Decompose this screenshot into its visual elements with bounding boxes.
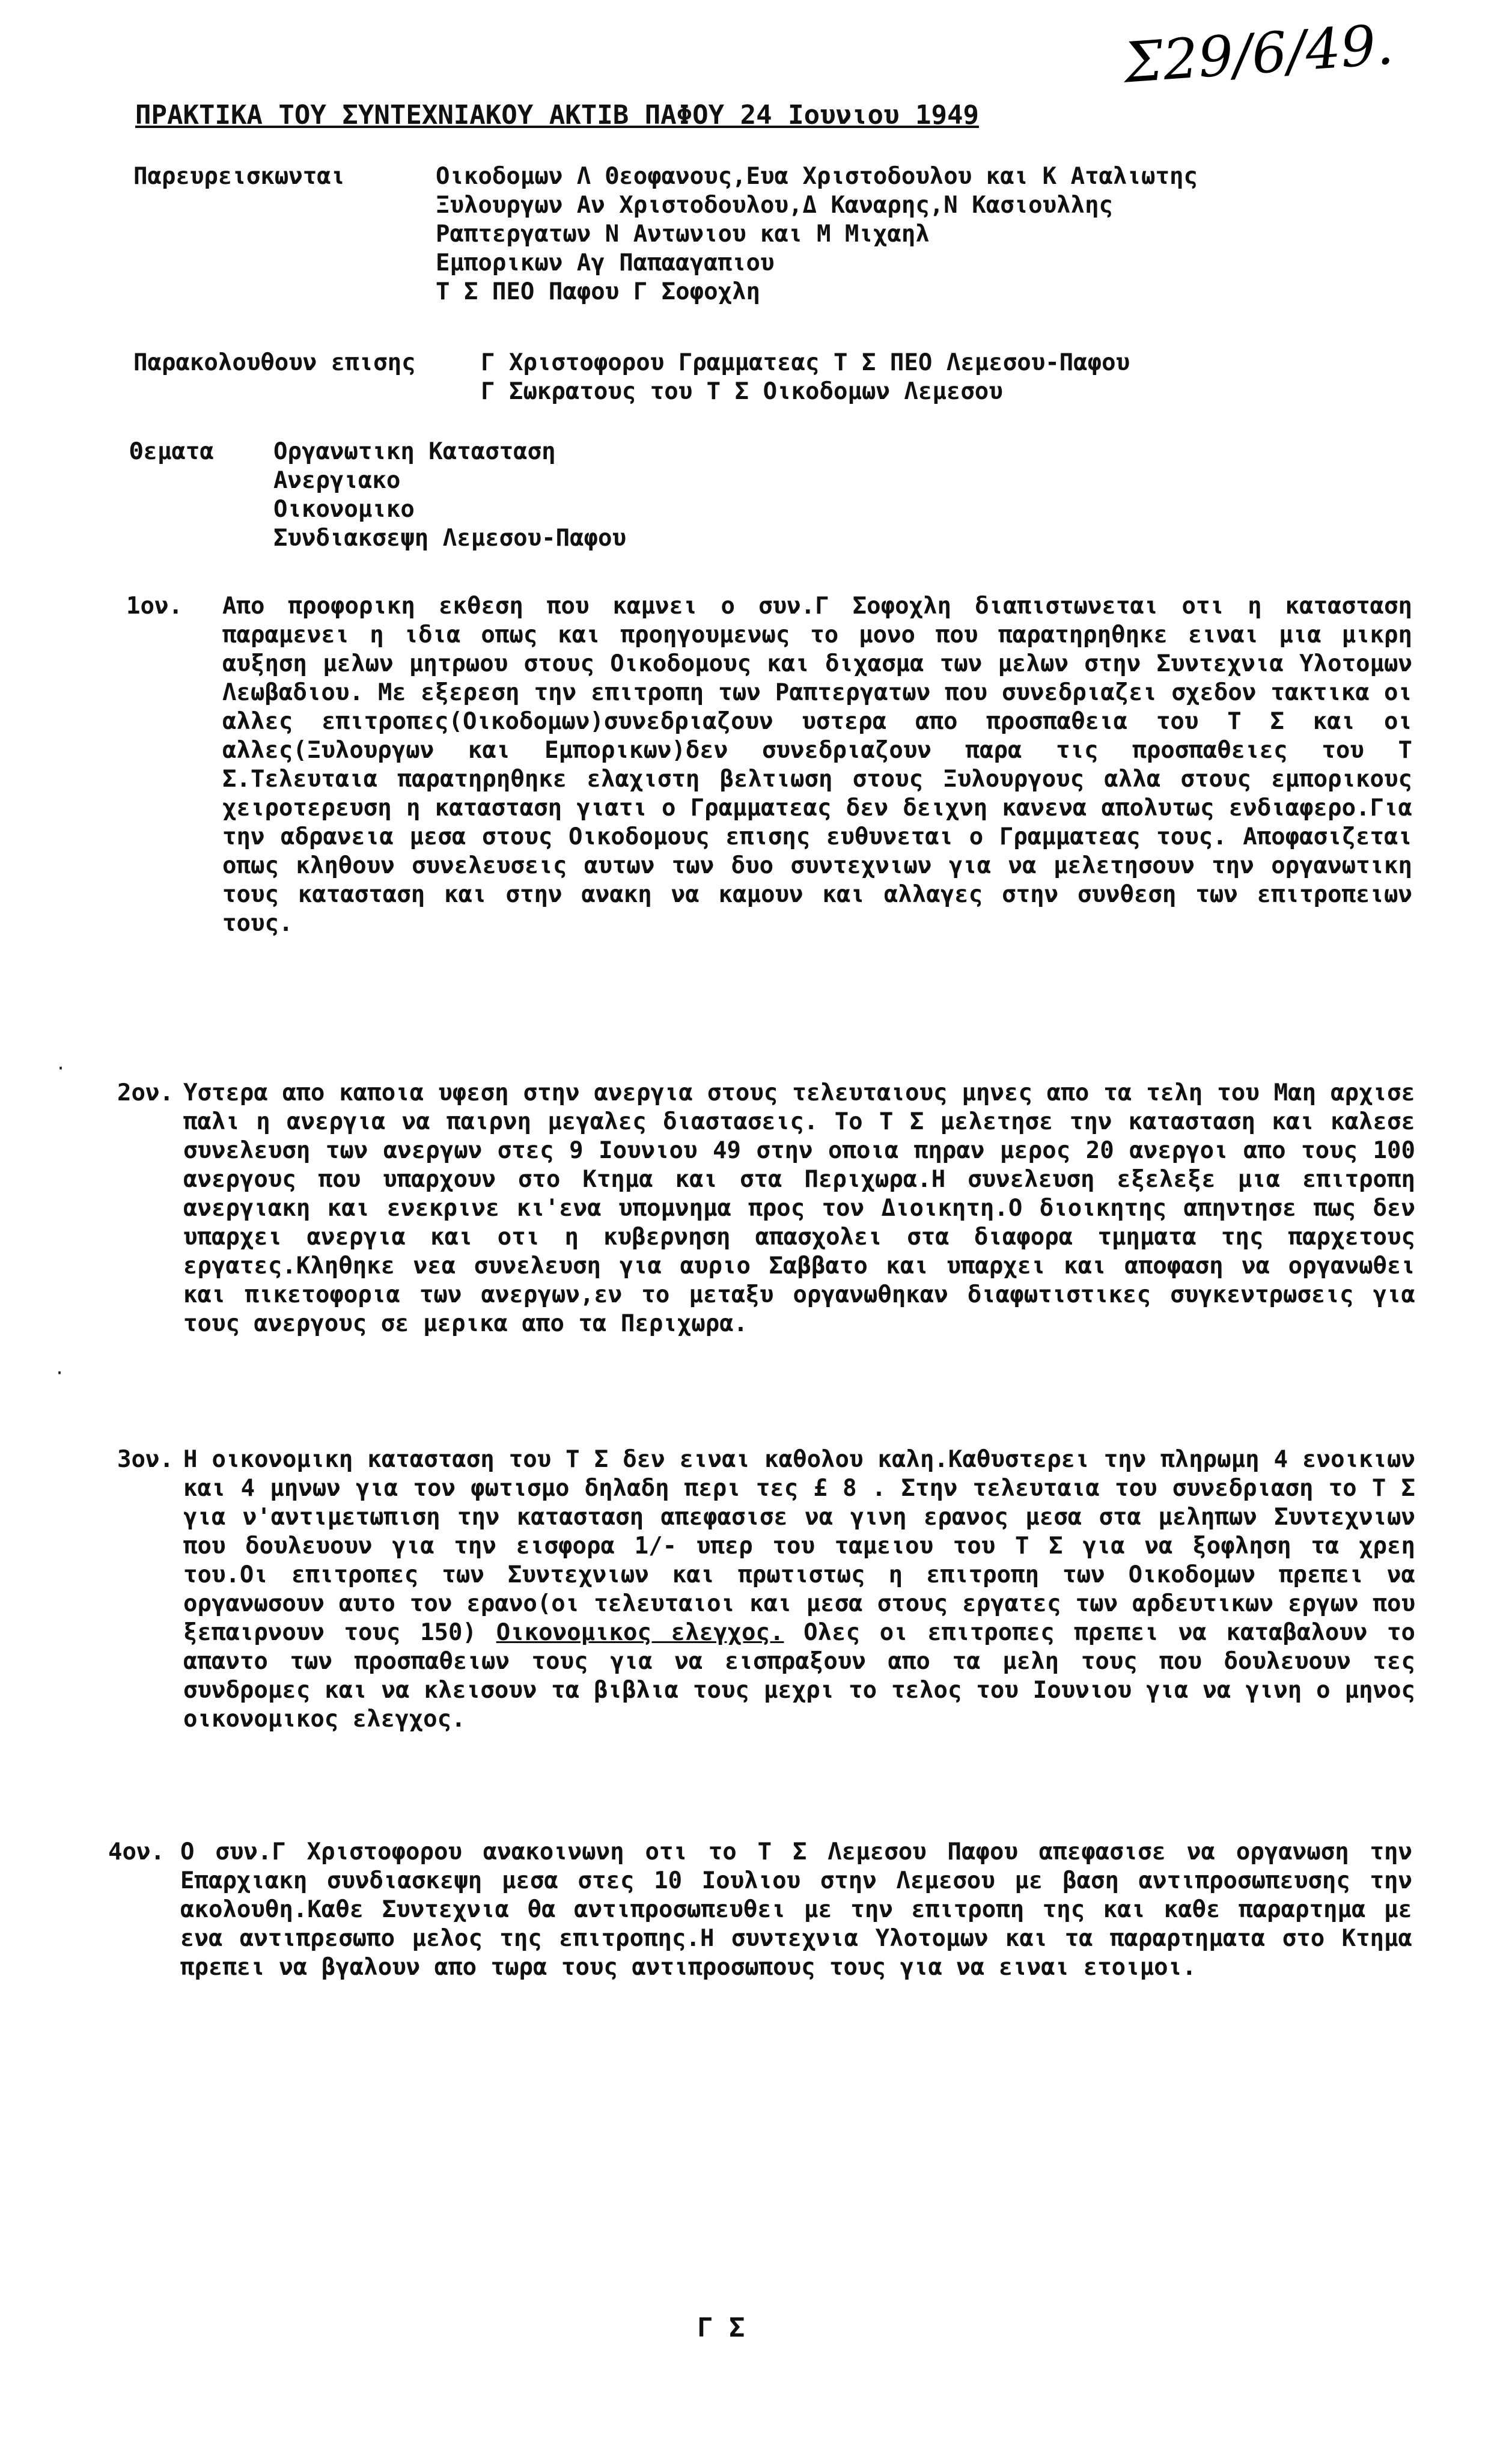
topics-label: Θεματα	[129, 438, 214, 465]
attending-label: Παρακολουθουν επισης	[133, 349, 416, 376]
item-4-text: Ο συν.Γ Χριστοφορου ανακοινωνη οτι το Τ Σ Λεμεσου Παφου απεφασισε να οργανωση την Επαρχιακη συνδιασκεψη μεσα στες 10 Ιουλιου στην Λεμεσου με βαση αντιπροσωπευσης την ακολουθη.Καθε Συντεχνια θα αντιπροσωπευθει με την επιτροπη της και καθε παραρτημα με ενα αντιπρεσωπο μελος της επιτροπης.Η συντεχνια Υλοτομων και τα παραρτηματα στο Κτημα πρεπει να βγαλουν απο τωρα τους αντιπροσωπους τους για να ειναι ετοιμοι.	[180, 1838, 1412, 1981]
attending-line: Γ Χριστοφορου Γραμματεας Τ Σ ΠΕΟ Λεμεσου-Παφου	[481, 349, 1130, 376]
item-3-text-continued: Ολες οι επιτροπες πρεπει να καταβαλουν το απαντο των προσπαθειων τους για να εισπραξουν απο τα μελη τους που δουλευουν τες συνδρομες και να κλεισουν τα βιβλια τους μεχρι το τελος του Ιουνιου για να γινη ο μηνος οικονομικος ελεγχος.	[183, 1619, 1415, 1733]
present-line: Εμπορικων Αγ Παπααγαπιου	[436, 249, 775, 276]
topics-list	[273, 438, 626, 553]
signature-initials: Γ Σ	[697, 2313, 745, 2343]
topic-line: Οικονομικο	[273, 496, 415, 523]
present-line: Ραπτεργατων Ν Αντωνιου και Μ Μιχαηλ	[436, 221, 930, 248]
present-list	[436, 162, 1198, 306]
margin-mark: ·	[55, 1058, 67, 1079]
handwritten-date: Σ29/6/49.	[1121, 12, 1396, 96]
item-1-number: 1ον.	[126, 593, 183, 620]
attending-line: Γ Σωκρατους του Τ Σ Οικοδομων Λεμεσου	[481, 378, 1003, 405]
present-line: Οικοδομων Λ Θεοφανους,Ευα Χριστοδουλου και Κ Αταλιωτης	[436, 163, 1198, 190]
item-2-text: Υστερα απο καποια υφεση στην ανεργια στους τελευταιους μηνες απο τα τελη του Μαη αρχισε παλι η ανεργια να παιρνη μεγαλες διαστασεις. Το Τ Σ μελετησε την κατασταση και καλεσε συνελευση των ανεργων στες 9 Ιουνιου 49 στην οποια πηραν μερος 20 ανεργοι απο τους 100 ανεργους που υπαρχουν στο Κτημα και στα Περιχωρα.Η συνελευση εξελεξε μια επιτροπη ανεργιακη και ενεκρινε κι'ενα υπομνημα προς τον Διοικητη.Ο διοικητης απηντησε πως δεν υπαρχει ανεργια και οτι η κυβερνηση απασχολει στα διαφορα τμηματα της παρχετους εργατες.Κληθηκε νεα συνελευση για αυριο Σαββατο και υπαρχει και αποφαση να οργανωθει και πικετοφορια των ανεργων,εν το μεταξυ οργανωθηκαν διαφωτιστικες συγκεντρωσεις για τους ανεργους σε μερικα απο τα Περιχωρα.	[183, 1079, 1415, 1337]
item-1-text: Απο προφορικη εκθεση που καμνει ο συν.Γ Σοφοχλη διαπιστωνεται οτι η κατασταση παραμενει η ιδια οπως και προηγουμενως το μονο που παρατηρηθηκε ειναι μια μικρη αυξηση μελων μητρωου στους Οικοδομους και διχασμα των μελων στην Συντεχνια Υλοτομων Λεωβαδιου. Με εξερεση την επιτροπη των Ραπτεργατων που συνεδριαζει σχεδον τακτικα οι αλλες επιτροπες(Οικοδομων)συνεδριαζουν υστερα απο προσπαθεια του Τ Σ και οι αλλες(Ξυλουργων και Εμπορικων)δεν συνεδριαζουν παρα τις προσπαθειες του Τ Σ.Τελευταια παρατηρηθηκε ελαχιστη βελτιωση στους Ξυλουργους αλλα στους εμπορικους χειροτερευση η κατασταση γιατι ο Γραμματεας δεν δειχνη κανενα απολυτως ενδιαφερο.Για την αδρανεια μεσα στους Οικοδομους επισης ευθυνεται ο Γραμματεας τους. Αποφασιζεται οπως κληθουν συνελευσεις αυτων των δυο συντεχνιων για να μελετησουν την οργανωτικη τους κατασταση και στην ανακη να καμουν και αλλαγες στην συνθεση των επιτροπειων τους.	[222, 593, 1412, 937]
topic-line: Συνδιακσεψη Λεμεσου-Παφου	[273, 525, 626, 552]
margin-mark: ·	[54, 1363, 66, 1384]
topic-line: Οργανωτικη Κατασταση	[273, 438, 556, 465]
present-line: Ξυλουργων Αν Χριστοδουλου,Δ Καναρης,Ν Κασιουλλης	[436, 192, 1114, 219]
topic-line: Ανεργιακο	[273, 467, 401, 494]
item-3-subheading: Οικονομικος ελεγχος.	[496, 1619, 784, 1646]
item-2-number: 2ον.	[117, 1079, 174, 1106]
item-3-text	[183, 1445, 1415, 1734]
item-3-number: 3ον.	[117, 1446, 174, 1473]
item-3-text-main: Η οικονομικη κατασταση του Τ Σ δεν ειναι καθολου καλη.Καθυστερει την πληρωμη 4 ενοικιων και 4 μηνων για τον φωτισμο δηλαδη περι τες £ 8 . Στην τελευταια του συνεδριαση το Τ Σ για ν'αντιμετωπιση την κατασταση απεφασισε να γινη ερανος μεσα στα μεληπων Συντεχνιων που δουλευουν για την εισφορα 1/- υπερ του ταμειου του Τ Σ για να ξοφληση τα χρεη του.Οι επιτροπες των Συντεχνιων και πρωτιστως η επιτροπη των Οικοδομων πρεπει να οργανωσουν αυτο τον ερανο(οι τελευταιοι και μεσα στους εργατες των αρδευτικων εργων που ξεπαιρνουν τους 150)	[183, 1446, 1415, 1646]
item-4-number: 4ον.	[108, 1838, 165, 1865]
document-title: ΠΡΑΚΤΙΚΑ ΤΟΥ ΣΥΝΤΕΧΝΙΑΚΟΥ ΑΚΤΙΒ ΠΑΦΟΥ 24 Ιουνιου 1949	[135, 100, 979, 130]
present-label: Παρευρεισκωνται	[133, 163, 346, 190]
attending-list	[481, 349, 1130, 406]
present-line: Τ Σ ΠΕΟ Παφου Γ Σοφοχλη	[436, 278, 761, 305]
